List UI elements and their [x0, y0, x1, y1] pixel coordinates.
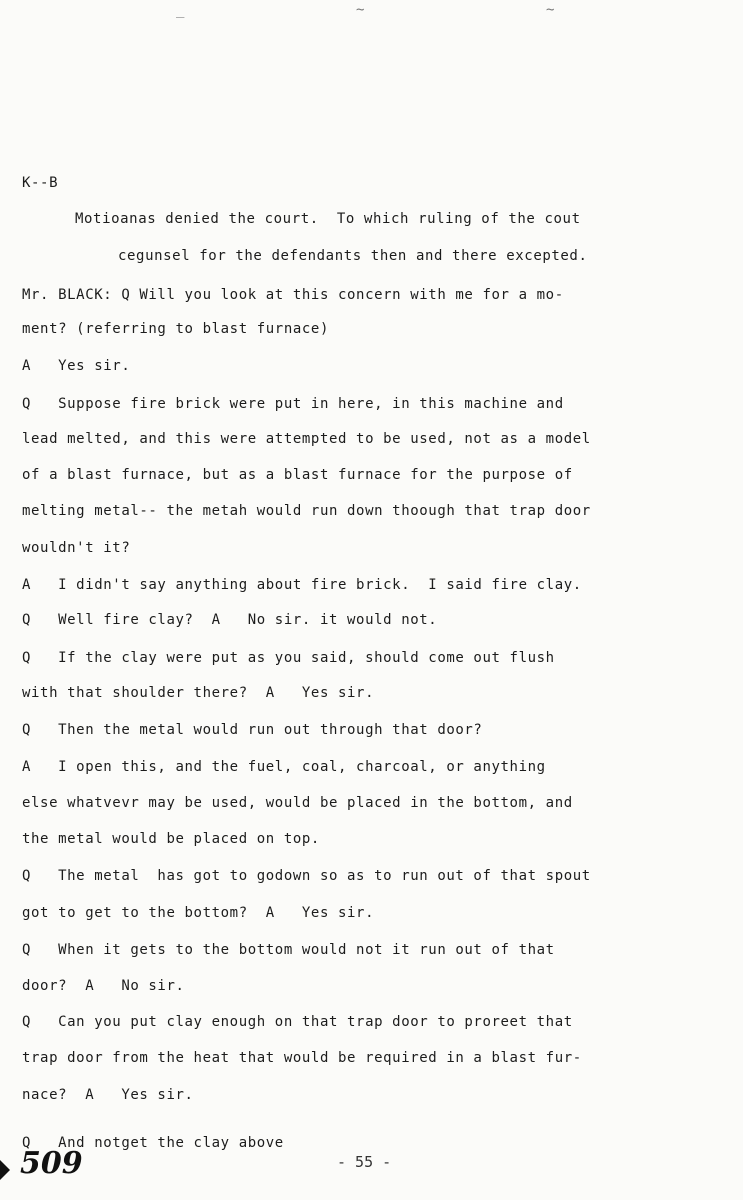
transcript-line: Q If the clay were put as you said, should come out flush — [22, 650, 555, 666]
transcript-line: cegunsel for the defendants then and there excepted. — [118, 248, 588, 264]
transcript-line: wouldn't it? — [22, 540, 131, 556]
transcript-line: melting metal-- the metah would run down thoough that trap door — [22, 503, 591, 519]
transcript-line: Q Can you put clay enough on that trap door to proreet that — [22, 1014, 573, 1030]
top-margin-mark: ~ — [546, 2, 555, 18]
transcript-line: lead melted, and this were attempted to be used, not as a model — [22, 431, 591, 447]
transcript-line: the metal would be placed on top. — [22, 831, 320, 847]
transcript-line: nace? A Yes sir. — [22, 1087, 194, 1103]
margin-tick-mark — [0, 1160, 10, 1180]
handwritten-page-number: 509 — [20, 1146, 83, 1181]
transcript-line: A I open this, and the fuel, coal, charcoal, or anything — [22, 759, 546, 775]
top-margin-mark: ~ — [356, 2, 365, 18]
transcript-line: trap door from the heat that would be required in a blast fur- — [22, 1050, 582, 1066]
transcript-line: Q And notget the clay above — [22, 1135, 284, 1151]
transcript-line: A I didn't say anything about fire brick. I said fire clay. — [22, 577, 582, 593]
transcript-line: Q The metal has got to godown so as to run out of that spout — [22, 868, 591, 884]
transcript-line: of a blast furnace, but as a blast furnace for the purpose of — [22, 467, 573, 483]
section-header: K--B — [22, 175, 59, 191]
transcript-line: else whatvevr may be used, would be placed in the bottom, and — [22, 795, 573, 811]
transcript-line: with that shoulder there? A Yes sir. — [22, 685, 375, 701]
transcript-line: Q Suppose fire brick were put in here, in this machine and — [22, 396, 564, 412]
page-number: - 55 - — [337, 1153, 392, 1171]
top-margin-mark: _ — [176, 2, 185, 18]
transcript-line: A Yes sir. — [22, 358, 131, 374]
transcript-line: Q When it gets to the bottom would not it run out of that — [22, 942, 555, 958]
transcript-line: Motioanas denied the court. To which ruling of the cout — [75, 211, 581, 227]
transcript-line: Q Then the metal would run out through that door? — [22, 722, 483, 738]
transcript-line: Mr. BLACK: Q Will you look at this concern with me for a mo- — [22, 287, 564, 303]
transcript-line: ment? (referring to blast furnace) — [22, 321, 329, 337]
transcript-line: Q Well fire clay? A No sir. it would not. — [22, 612, 438, 628]
transcript-line: door? A No sir. — [22, 978, 185, 994]
transcript-line: got to get to the bottom? A Yes sir. — [22, 905, 375, 921]
